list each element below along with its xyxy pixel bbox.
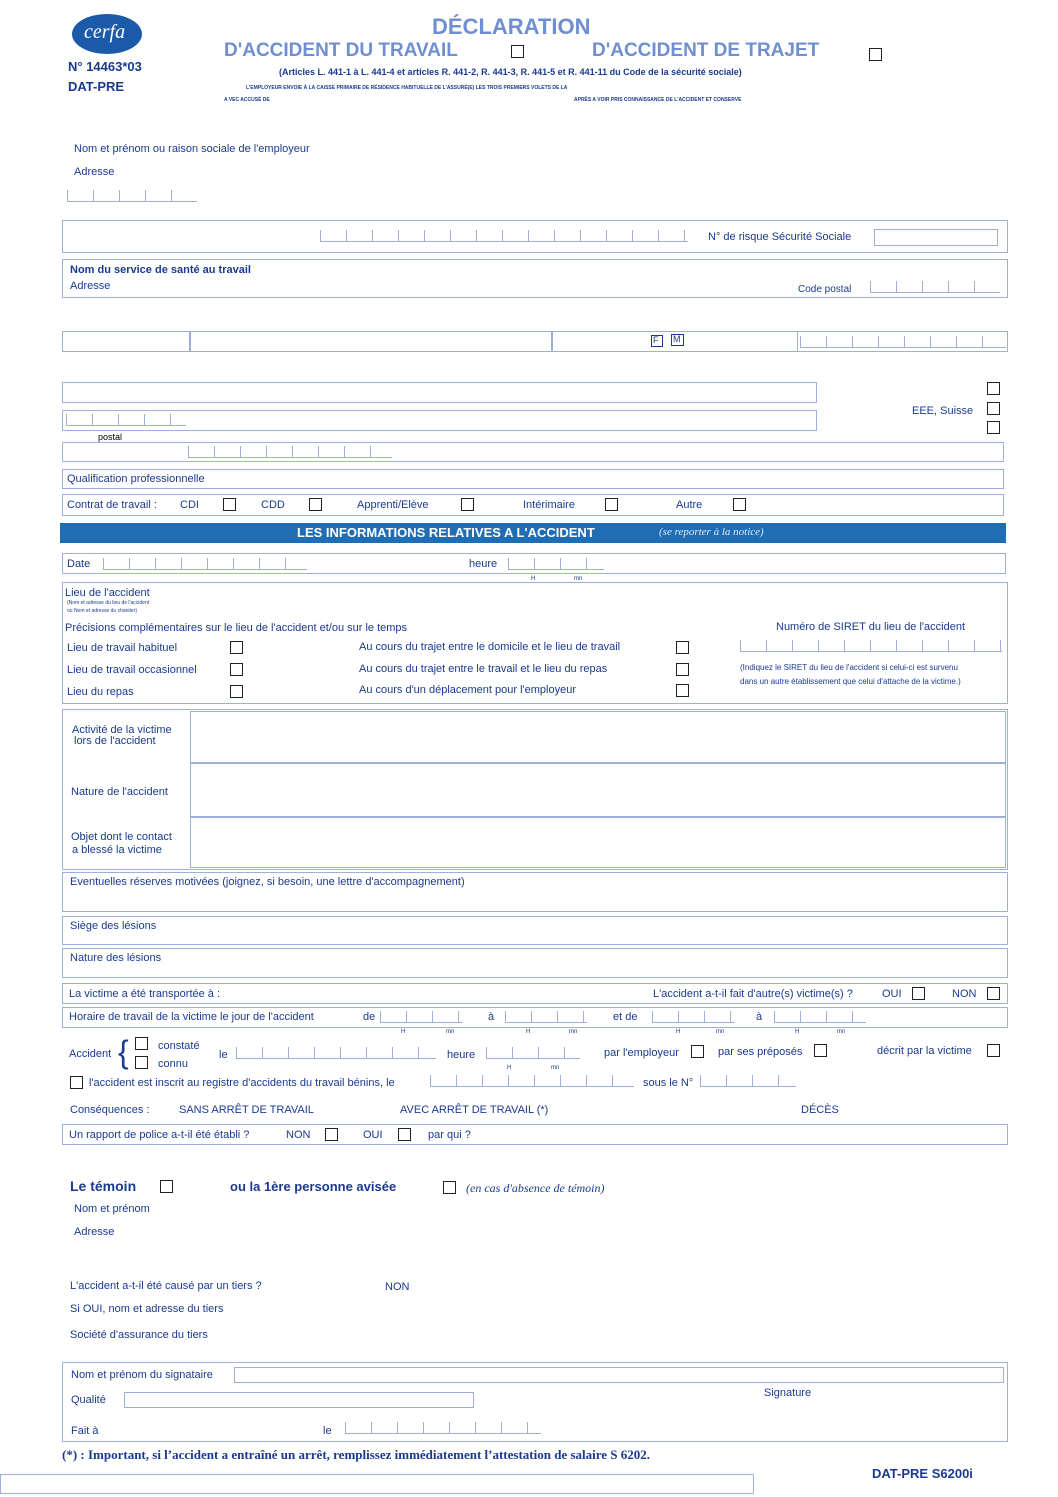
hour-mn-label: mn — [574, 576, 583, 582]
sched-h-1: H — [401, 1029, 406, 1035]
police-non-checkbox[interactable] — [325, 1128, 338, 1141]
contract-cdi-label: CDI — [180, 499, 199, 511]
police-oui-checkbox[interactable] — [398, 1128, 411, 1141]
schedule-to-2-field[interactable] — [774, 1011, 866, 1023]
register-date-field[interactable] — [430, 1075, 634, 1087]
place-meal-checkbox[interactable] — [230, 685, 243, 698]
victim-birthdate-field[interactable] — [800, 336, 1006, 348]
object-label-1: Objet dont le contact — [71, 831, 172, 843]
health-service-name-label: Nom du service de santé au travail — [70, 264, 251, 276]
other-victims-non-label: NON — [952, 988, 977, 1000]
place-usual-label: Lieu de travail habituel — [67, 642, 178, 654]
witness-checkbox[interactable] — [160, 1180, 173, 1193]
signature-label: Signature — [764, 1387, 812, 1399]
first-person-checkbox[interactable] — [443, 1181, 456, 1194]
quality-field[interactable] — [124, 1392, 474, 1408]
consequences-label: Conséquences : — [70, 1104, 150, 1116]
sched-mn-4: mn — [837, 1029, 846, 1035]
important-note: (*) : Important, si l’accident a entraîné un arrêt, remplissez immédiatement l’attestation de salaire S 6202. — [62, 1447, 651, 1462]
signature-date-field[interactable] — [345, 1422, 541, 1434]
police-label: Un rapport de police a-t-il été établi ? — [69, 1129, 250, 1141]
place-meal-label: Lieu du repas — [67, 686, 134, 698]
sched-h-2: H — [526, 1029, 531, 1035]
hour-label: heure — [469, 558, 498, 570]
lesions-nature-box[interactable] — [62, 948, 1008, 978]
constate-checkbox[interactable] — [135, 1037, 148, 1050]
risk-number-field[interactable] — [874, 229, 998, 246]
object-field[interactable] — [190, 817, 1006, 868]
nationality-eee-label: EEE, Suisse — [912, 405, 974, 417]
sched-h-4: H — [795, 1029, 800, 1035]
contract-cdi-checkbox[interactable] — [223, 498, 236, 511]
victim-address-field[interactable] — [62, 382, 817, 403]
route-business-trip-label: Au cours d'un déplacement pour l'employeur — [359, 684, 576, 696]
register-number-label: sous le N° — [643, 1077, 694, 1089]
qualification-label: Qualification professionnelle — [67, 473, 205, 485]
by-victim-label: décrit par la victime — [877, 1045, 972, 1057]
health-service-address-label: Adresse — [70, 280, 111, 292]
sched-mn-2: mn — [569, 1029, 578, 1035]
consequence-no-stop[interactable]: SANS ARRÊT DE TRAVAIL — [179, 1104, 314, 1116]
made-on-label: le — [323, 1425, 332, 1437]
form-code: DAT-PRE — [68, 79, 125, 94]
victim-postal-code-field[interactable] — [66, 414, 186, 426]
register-number-field[interactable] — [700, 1075, 796, 1087]
by-staff-label: par ses préposés — [718, 1046, 803, 1058]
contract-apprentice-label: Apprenti/Elève — [357, 499, 429, 511]
other-victims-non-checkbox[interactable] — [987, 987, 1000, 1000]
lesions-site-box[interactable] — [62, 916, 1008, 945]
contract-label: Contrat de travail : — [67, 499, 157, 511]
accident-known-date-field[interactable] — [236, 1047, 436, 1059]
schedule-et-de-label: et de — [613, 1011, 638, 1023]
sched-mn-3: mn — [716, 1029, 725, 1035]
other-victims-oui-label: OUI — [882, 988, 902, 1000]
place-sub-2: ou Nom et adresse du chantier) — [67, 608, 138, 614]
witness-name-label: Nom et prénom — [74, 1203, 150, 1215]
contract-cdd-label: CDD — [261, 499, 285, 511]
known-mn-label: mn — [551, 1065, 560, 1071]
option-work-accident: D'ACCIDENT DU TRAVAIL — [224, 40, 458, 61]
place-usual-checkbox[interactable] — [230, 641, 243, 654]
legal-articles: (Articles L. 441-1 à L. 441-4 et articles R. 441-2, R. 441-3, R. 441-5 et R. 441-11 du Code de la sécurité sociale) — [279, 67, 742, 77]
accident-section-title: LES INFORMATIONS RELATIVES A L'ACCIDENT — [297, 525, 595, 540]
transported-label: La victime a été transportée à : — [69, 988, 221, 1000]
accident-known-time-field[interactable] — [486, 1047, 580, 1059]
accident-siret-field[interactable] — [740, 640, 1002, 652]
commute-accident-checkbox[interactable] — [869, 48, 882, 61]
connu-label: connu — [158, 1058, 188, 1070]
accident-le-label: le — [219, 1049, 228, 1061]
schedule-a-2-label: à — [756, 1011, 763, 1023]
reserves-label: Eventuelles réserves motivées (joignez, si besoin, une lettre d'accompagnement) — [70, 876, 465, 888]
victim-ss-number-field[interactable] — [62, 331, 190, 352]
schedule-label: Horaire de travail de la victime le jour de l'accident — [69, 1011, 314, 1023]
route-work-meal-checkbox[interactable] — [676, 663, 689, 676]
precisions-label: Précisions complémentaires sur le lieu de l'accident et/ou sur le temps — [65, 622, 408, 634]
police-by-label: par qui ? — [428, 1129, 471, 1141]
place-sub-1: (Nom et adresse du lieu de l'accident — [67, 600, 150, 606]
schedule-from-2-field[interactable] — [652, 1011, 734, 1023]
activity-field[interactable] — [190, 711, 1006, 763]
employer-name-label: Nom et prénom ou raison sociale de l'employeur — [74, 143, 310, 155]
accident-label: Accident — [69, 1048, 112, 1060]
nationality-french-checkbox[interactable] — [987, 382, 1000, 395]
accident-time-field[interactable] — [508, 558, 604, 570]
first-person-label: ou la 1ère personne avisée — [230, 1179, 397, 1194]
place-occasional-checkbox[interactable] — [230, 663, 243, 676]
insurance-label: Société d'assurance du tiers — [70, 1329, 208, 1341]
accident-heure-label: heure — [447, 1049, 476, 1061]
nature-field[interactable] — [190, 763, 1006, 817]
other-victims-label: L'accident a-t-il fait d'autre(s) victime(s) ? — [653, 988, 853, 1000]
by-staff-checkbox[interactable] — [814, 1044, 827, 1057]
activity-label-1: Activité de la victime — [72, 724, 172, 736]
sched-h-3: H — [676, 1029, 681, 1035]
constate-label: constaté — [158, 1040, 200, 1052]
employer-postal-code-field[interactable] — [67, 190, 197, 202]
accident-brace: { — [118, 1034, 129, 1070]
nationality-eee-checkbox[interactable] — [987, 402, 1000, 415]
hour-h-label: H — [531, 576, 536, 582]
police-oui-label: OUI — [363, 1129, 383, 1141]
notice-line-2-left: A VEC ACCUSÉ DE — [224, 97, 270, 103]
work-accident-checkbox[interactable] — [511, 45, 524, 58]
employer-siret-field[interactable] — [320, 230, 688, 242]
footer-field[interactable] — [0, 1474, 754, 1494]
sex-m-label: M — [673, 334, 681, 344]
consequence-death[interactable]: DÉCÈS — [801, 1104, 839, 1116]
schedule-from-1-field[interactable] — [380, 1011, 462, 1023]
register-checkbox[interactable] — [70, 1076, 83, 1089]
option-commute-accident: D'ACCIDENT DE TRAJET — [592, 40, 820, 61]
schedule-a-label: à — [488, 1011, 495, 1023]
object-label-2: a blessé la victime — [72, 844, 162, 856]
place-occasional-label: Lieu de travail occasionnel — [67, 664, 197, 676]
lesions-site-label: Siège des lésions — [70, 920, 157, 932]
activity-label-2: lors de l'accident — [74, 735, 156, 747]
connu-checkbox[interactable] — [135, 1056, 148, 1069]
route-home-work-label: Au cours du trajet entre le domicile et le lieu de travail — [359, 641, 621, 653]
accident-section-note: (se reporter à la notice) — [659, 526, 764, 538]
risk-number-label: N° de risque Sécurité Sociale — [708, 231, 852, 243]
register-label: l'accident est inscrit au registre d'accidents du travail bénins, le — [89, 1077, 395, 1089]
by-employer-label: par l'employeur — [604, 1047, 679, 1059]
nature-label: Nature de l'accident — [71, 786, 168, 798]
victim-hire-date-field[interactable] — [188, 446, 392, 458]
victim-name-field[interactable] — [190, 331, 552, 352]
route-work-meal-label: Au cours du trajet entre le travail et le lieu du repas — [359, 663, 608, 675]
page-title: DÉCLARATION — [432, 14, 591, 39]
witness-address-label: Adresse — [74, 1226, 115, 1238]
sex-f-label: F — [653, 335, 659, 345]
lesions-nature-label: Nature des lésions — [70, 952, 162, 964]
signatory-field[interactable] — [234, 1367, 1004, 1383]
contract-temp-checkbox[interactable] — [605, 498, 618, 511]
by-employer-checkbox[interactable] — [691, 1045, 704, 1058]
place-label: Lieu de l'accident — [65, 587, 150, 599]
other-victims-oui-checkbox[interactable] — [912, 987, 925, 1000]
route-home-work-checkbox[interactable] — [676, 641, 689, 654]
witness-title: Le témoin — [70, 1178, 137, 1194]
contract-other-label: Autre — [676, 499, 703, 511]
siret-note-1: (Indiquez le SIRET du lieu de l'accident si celui-ci est survenu — [740, 663, 958, 672]
absence-note: (en cas d'absence de témoin) — [466, 1181, 605, 1195]
cerfa-number: N° 14463*03 — [68, 59, 142, 74]
schedule-de-label: de — [363, 1011, 376, 1023]
signatory-label: Nom et prénom du signataire — [71, 1369, 213, 1381]
known-h-label: H — [507, 1065, 512, 1071]
health-service-postal-label: Code postal — [798, 284, 852, 295]
employer-address-label: Adresse — [74, 166, 115, 178]
notice-line-2-right: APRÈS A VOIR PRIS CONNAISSANCE DE L'ACCIDENT ET CONSERVE — [574, 97, 742, 103]
contract-other-checkbox[interactable] — [733, 498, 746, 511]
siret-label: Numéro de SIRET du lieu de l'accident — [776, 621, 965, 633]
contract-temp-label: Intérimaire — [523, 499, 575, 511]
by-victim-checkbox[interactable] — [987, 1044, 1000, 1057]
accident-date-field[interactable] — [103, 558, 307, 570]
footer-code: DAT-PRE S6200i — [872, 1466, 973, 1481]
siret-note-2: dans un autre établissement que celui d'attache de la victime.) — [740, 677, 961, 686]
made-at-label: Fait à — [71, 1425, 99, 1437]
sched-mn-1: mn — [446, 1029, 455, 1035]
consequence-stop[interactable]: AVEC ARRÊT DE TRAVAIL (*) — [400, 1104, 549, 1116]
quality-label: Qualité — [71, 1394, 106, 1406]
schedule-to-1-field[interactable] — [505, 1011, 587, 1023]
third-party-if-yes-label: Si OUI, nom et adresse du tiers — [70, 1303, 224, 1315]
third-party-non-label[interactable]: NON — [385, 1281, 410, 1293]
nationality-other-checkbox[interactable] — [987, 421, 1000, 434]
third-party-label: L'accident a-t-il été causé par un tiers ? — [70, 1280, 262, 1292]
date-label: Date — [67, 558, 91, 570]
notice-line-1: L'EMPLOYEUR ENVOIE À LA CAISSE PRIMAIRE DE RÉSIDENCE HABITUELLE DE L'ASSURÉ(E) LES TROIS PREMIERS VOLETS DE LA — [246, 85, 568, 91]
route-business-trip-checkbox[interactable] — [676, 684, 689, 697]
contract-cdd-checkbox[interactable] — [309, 498, 322, 511]
health-service-postal-field[interactable] — [870, 281, 1000, 293]
cerfa-logo-text: cerfa — [84, 21, 126, 43]
contract-apprentice-checkbox[interactable] — [461, 498, 474, 511]
postal-fragment-label: postal — [98, 432, 123, 442]
police-non-label: NON — [286, 1129, 311, 1141]
